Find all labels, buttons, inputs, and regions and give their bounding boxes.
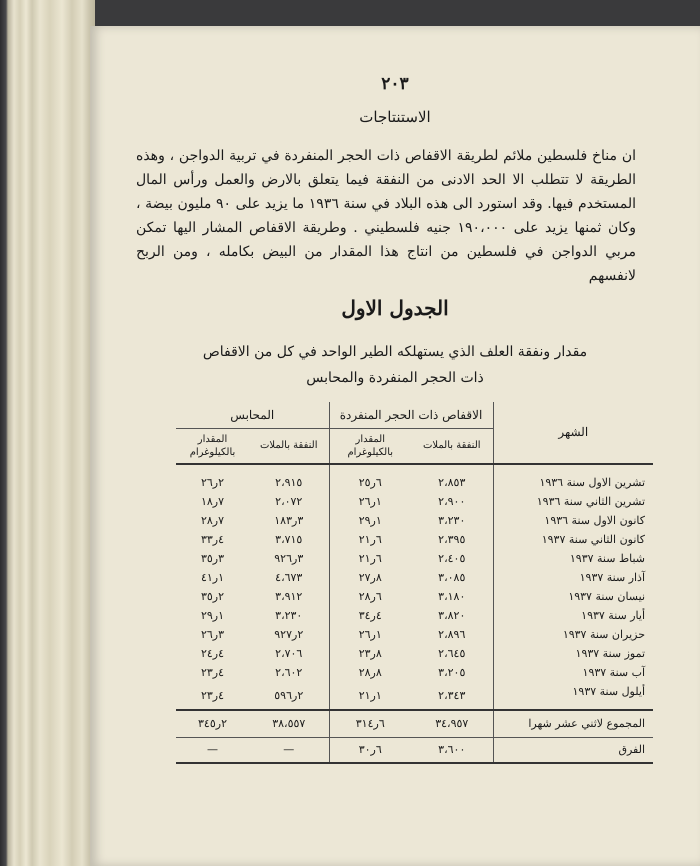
pen-qty-cell: ١ر٢٩ <box>200 608 225 622</box>
table-row <box>176 644 653 663</box>
pen-qty-cell: ٢ر٣٥ <box>200 589 225 603</box>
month-cell: شباط سنة ١٩٣٧ <box>493 549 653 568</box>
total-label: المجموع لاثني عشر شهرا <box>493 710 653 738</box>
table-row <box>176 492 653 511</box>
pen-cost-cell: ٤،٦٧٣ <box>275 570 303 584</box>
difference-pen-qty: — <box>176 737 249 763</box>
table-row <box>176 587 653 606</box>
cage-cost-cell: ٢،٣٩٥ <box>438 532 466 546</box>
cage-cost-cell: ٣،٢٣٠ <box>438 513 466 527</box>
pen-qty-cell: ٤ر٢٤ <box>200 646 225 660</box>
header-group-pens: المحابس <box>230 407 275 422</box>
section-heading: الاستنتاجات <box>359 108 431 126</box>
pen-cost-cell: ٢ر٥٩٦ <box>274 688 304 702</box>
table-subtitle-line-1: مقدار ونفقة العلف الذي يستهلكه الطير الواحد في كل من الاقفاص <box>202 344 588 360</box>
header-cage-cost: النفقة بالملات <box>422 440 481 451</box>
month-cell: آب سنة ١٩٣٧ <box>493 663 653 682</box>
month-cell: نيسان سنة ١٩٣٧ <box>493 587 653 606</box>
table-title: الجدول الاول <box>341 296 449 320</box>
table-row <box>176 549 653 568</box>
book-page-edges <box>0 0 95 866</box>
header-cage-quantity: المقدار بالكيلوغرام <box>329 428 411 464</box>
pen-qty-cell: ٤ر٢٣ <box>200 688 225 702</box>
cage-qty-cell: ١ر٢٩ <box>329 511 411 530</box>
cage-qty-cell: ٦ر٢٥ <box>329 464 411 492</box>
pen-cost-cell: ٣،٧١٥ <box>275 532 303 546</box>
total-row <box>176 710 653 738</box>
month-cell: تموز سنة ١٩٣٧ <box>493 644 653 663</box>
month-cell: حزيران سنة ١٩٣٧ <box>493 625 653 644</box>
cage-cost-cell: ٢،٣٤٣ <box>438 688 466 702</box>
difference-row <box>176 737 653 763</box>
pen-qty-cell: ١ر٤١ <box>200 570 225 584</box>
cage-qty-cell: ١ر٢٦ <box>329 492 411 511</box>
difference-cage-cost: ٣،٦٠٠ <box>411 737 493 763</box>
cage-cost-cell: ٢،٤٠٥ <box>438 551 466 565</box>
table-row <box>176 663 653 682</box>
pen-cost-cell: ٣ر١٨٣ <box>274 513 304 527</box>
month-cell: تشرين الاول سنة ١٩٣٦ <box>493 464 653 492</box>
table-row <box>176 625 653 644</box>
pen-cost-cell: ٣،٩١٢ <box>275 589 303 603</box>
difference-pen-cost: — <box>249 737 329 763</box>
cage-cost-cell: ٢،٦٤٥ <box>438 646 466 660</box>
cage-qty-cell: ٨ر٢٧ <box>329 568 411 587</box>
cage-qty-cell: ٦ر٢١ <box>329 549 411 568</box>
month-cell: أيار سنة ١٩٣٧ <box>493 606 653 625</box>
header-pen-cost: النفقة بالملات <box>259 440 318 451</box>
table-row <box>176 530 653 549</box>
total-cage-cost: ٣٤،٩٥٧ <box>411 710 493 738</box>
header-group-cages: الاقفاص ذات الحجر المنفردة <box>329 402 493 428</box>
cage-cost-cell: ٢،٨٥٣ <box>438 475 466 489</box>
pen-cost-cell: ٢،٦٠٢ <box>275 665 303 679</box>
month-cell: تشرين الثاني سنة ١٩٣٦ <box>493 492 653 511</box>
pen-qty-cell: ٣ر٣٥ <box>200 551 225 565</box>
cage-qty-cell: ٨ر٢٣ <box>329 644 411 663</box>
cage-cost-cell: ٣،٢٠٥ <box>438 665 466 679</box>
pen-cost-cell: ٢،٩١٥ <box>275 475 303 489</box>
month-cell: كانون الثاني سنة ١٩٣٧ <box>493 530 653 549</box>
cage-cost-cell: ٢،٨٩٦ <box>438 627 466 641</box>
pen-qty-cell: ٤ر٣٣ <box>200 532 225 546</box>
cage-cost-cell: ٣،٠٨٥ <box>438 570 466 584</box>
cage-qty-cell: ١ر٢٦ <box>329 625 411 644</box>
cage-qty-cell: ١ر٢١ <box>329 682 411 710</box>
pen-cost-cell: ٣ر٩٢٦ <box>274 551 304 565</box>
pen-qty-cell: ٣ر٢٦ <box>200 627 225 641</box>
pen-qty-cell: ٢ر٢٦ <box>200 475 225 489</box>
month-cell: أيلول سنة ١٩٣٧ <box>493 682 653 710</box>
total-pen-cost: ٣٨،٥٥٧ <box>249 710 329 738</box>
pen-cost-cell: ٢،٠٧٢ <box>275 494 303 508</box>
table-row <box>176 464 653 492</box>
table-row <box>176 511 653 530</box>
pen-cost-cell: ٢،٧٠٦ <box>275 646 303 660</box>
table-row <box>176 606 653 625</box>
difference-label: الفرق <box>493 737 653 763</box>
cage-qty-cell: ٦ر٢١ <box>329 530 411 549</box>
pen-cost-cell: ٣،٢٣٠ <box>275 608 303 622</box>
cage-cost-cell: ٣،١٨٠ <box>438 589 466 603</box>
total-cage-qty: ٦ر٣١٤ <box>329 710 411 738</box>
cage-cost-cell: ٢،٩٠٠ <box>438 494 466 508</box>
pen-cost-cell: ٢ر٩٢٧ <box>274 627 304 641</box>
pen-qty-cell: ٤ر٢٣ <box>200 665 225 679</box>
difference-cage-qty: ٦ر٣٠ <box>329 737 411 763</box>
page-number: ٢٠٣ <box>381 74 409 94</box>
cage-qty-cell: ٤ر٣٤ <box>329 606 411 625</box>
cage-qty-cell: ٦ر٢٨ <box>329 587 411 606</box>
feed-table <box>176 402 653 764</box>
header-month: الشهر <box>493 402 653 464</box>
header-pen-quantity: المقدار بالكيلوغرام <box>189 433 236 458</box>
book-page <box>90 26 700 866</box>
pen-qty-cell: ٧ر٢٨ <box>200 513 225 527</box>
cage-cost-cell: ٣،٨٢٠ <box>438 608 466 622</box>
pen-qty-cell: ٧ر١٨ <box>200 494 225 508</box>
month-cell: كانون الاول سنة ١٩٣٦ <box>493 511 653 530</box>
table-subtitle-line-2: ذات الحجر المنفردة والمحابس <box>306 370 484 386</box>
table-row <box>176 568 653 587</box>
total-pen-qty: ٢ر٣٤٥ <box>176 710 249 738</box>
conclusion-paragraph: ان مناخ فلسطين ملائم لطريقة الاقفاص ذات الحجر المنفردة في تربية الدواجن ، وهذه الطريقة لا تتطلب الا الحد الادنى من النفقة فيما يتعلق بالارض والعمل ورأس المال المستخدم فيها. وقد استورد الى هذه البلاد في سنة ١٩٣٦ ما يزيد على ٩٠ مليون بيضة ، وكان ثمنها يزيد على ١٩٠،٠٠٠ جنيه فلسطيني . وطريقة الاقفاص المشار اليها تمكن مربي الدواجن في فلسطين من انتاج هذا المقدار من البيض بكامله ، ومن الربح لانفسهم <box>136 148 637 284</box>
cage-qty-cell: ٨ر٢٨ <box>329 663 411 682</box>
table-row <box>176 682 653 710</box>
month-cell: آذار سنة ١٩٣٧ <box>493 568 653 587</box>
